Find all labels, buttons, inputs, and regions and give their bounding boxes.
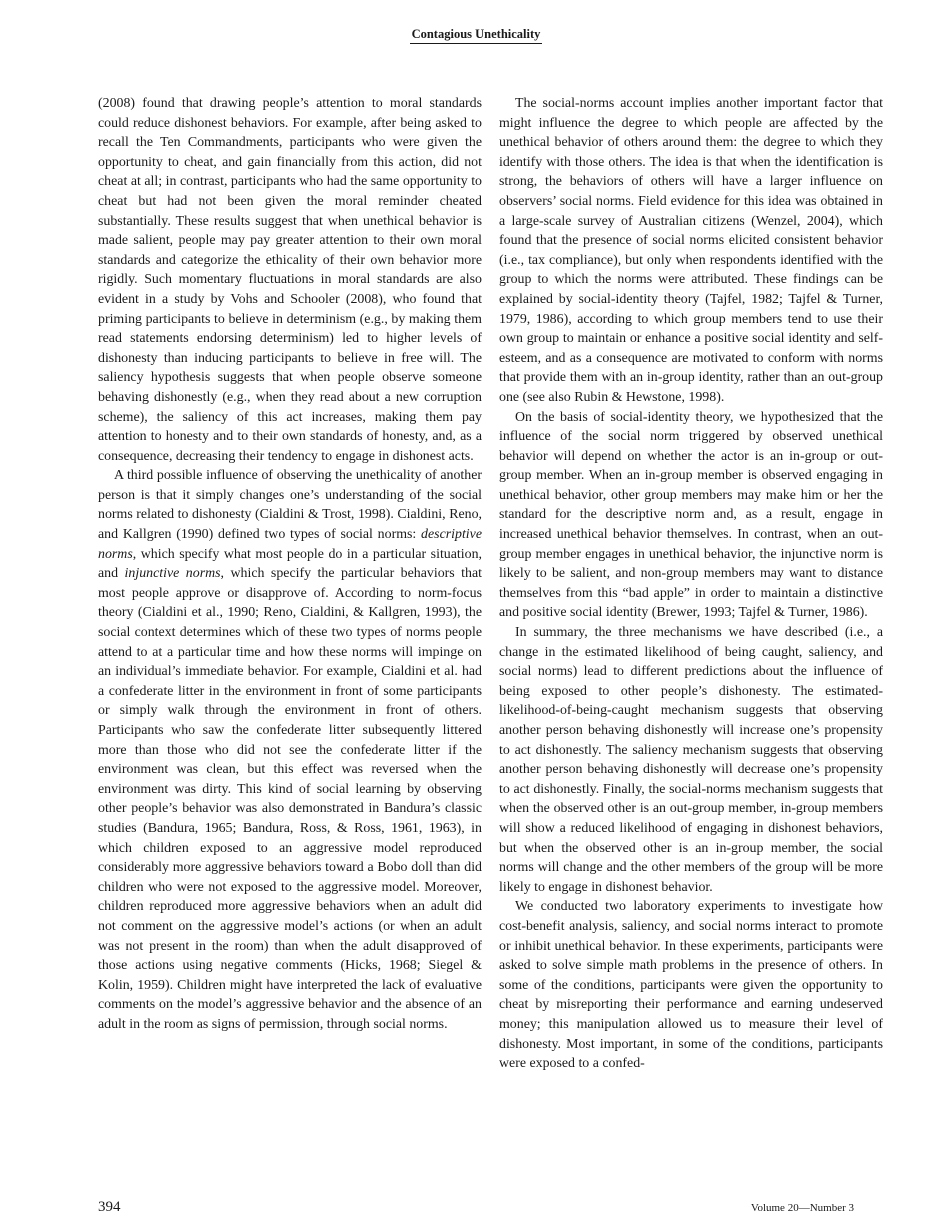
right-column: [499, 94, 883, 1074]
volume-issue: Volume 20—Number 3: [750, 1202, 854, 1214]
paragraph: [98, 466, 482, 1034]
page-number: 394: [98, 1199, 121, 1215]
running-head: [0, 27, 952, 44]
paragraph-text: , which specify what most people do in a particular situation, and: [98, 546, 482, 582]
paragraph: On the basis of social-identity theory, we hypothesized that the influence of the social norm triggered by observed unethical behavior will depend on whether the actor is an in-group or out-group member. When an in-group member is observed engaging in unethical behavior, other group members may make him or her the standard for the descriptive norm and, as a result, engage in increased unethical behavior themselves. In contrast, when an out-group member engages in unethical behavior, the injunctive norm is likely to be salient, and non-group members may want to distance themselves from this “bad apple” in order to maintain a distinctive and positive social identity (Brewer, 1993; Tajfel & Turner, 1986).: [499, 409, 883, 621]
paragraph-text: A third possible influence of observing the unethicality of another person is that it simply changes one’s understanding of the social norms related to dishonesty (Cialdini & Trost, 1998). Cialdini, Reno, and Kallgren (1990) defined two types of social norms:: [98, 468, 482, 543]
paragraph: (2008) found that drawing people’s attention to moral standards could reduce dishonest behaviors. For example, after being asked to recall the Ten Commandments, participants who were given the opportunity to cheat, and gain financially from this action, did not cheat at all; in contrast, participants who had the same opportunity to cheat but had not been given the moral reminder cheated substantially. These results suggest that when unethical behavior is made salient, people may pay greater attention to their own moral standards and categorize the ethicality of their own behavior more rigidly. Such momentary fluctuations in moral standards are also evident in a study by Vohs and Schooler (2008), who found that priming participants to believe in determinism (e.g., by making them read statements endorsing determinism) led to higher levels of dishonesty than inducing participants to believe in free will. The saliency hypothesis suggests that when people observe someone behaving dishonestly (e.g., when they read about a new corruption scheme), the saliency of this act increases, making them pay attention to honesty and to their own standards of honesty, and, as a consequence, decreasing their tendency to engage in dishonest acts.: [98, 96, 482, 464]
paragraph: We conducted two laboratory experiments to investigate how cost-benefit analysis, saliency, and social norms interact to promote or inhibit unethical behavior. In these experiments, participants were asked to solve simple math problems in the presence of others. In some of the conditions, participants were given the opportunity to cheat by misreporting their performance and earning undeserved money; this manipulation allowed us to measure their level of dishonesty. Most important, in some of the conditions, participants were exposed to a confed-: [499, 899, 883, 1072]
italic-term: descriptive norms: [98, 527, 482, 562]
left-column: [98, 94, 482, 1035]
italic-term: injunctive norms: [124, 566, 221, 582]
running-head-title: Contagious Unethicality: [410, 27, 543, 44]
paragraph: In summary, the three mechanisms we have described (i.e., a change in the estimated likelihood of being caught, saliency, and social norms) lead to different predictions about the influence of being exposed to other people’s dishonesty. The estimated-likelihood-of-being-caught mechanism suggests that observing another person behaving dishonestly will increase one’s propensity to act dishonestly. The saliency mechanism suggests that observing another person behaving dishonestly will decrease one’s propensity to act dishonestly. Finally, the social-norms mechanism suggests that when the observed other is an out-group member, in-group members will show a reduced likelihood of engaging in dishonest behaviors, but when the observed other is an in-group member, the social norms will change and the other members of the group will be more likely to engage in dishonest behavior.: [499, 625, 883, 895]
paragraph-text: , which specify the particular behaviors that most people approve or disapprove of. According to norm-focus theory (Cialdini et al., 1990; Reno, Cialdini, & Kallgren, 1993), the social context determines which of these two types of norms people attend to at a particular time and how these norms will impinge on an individual’s immediate behavior. For example, Cialdini et al. had a confederate litter in the environment in front of some participants or simply walk through the environment in front of others. Participants who saw the confederate litter subsequently littered more than those who did not see the confederate litter if the environment was clean, but this effect was reversed when the environment was dirty. This kind of social learning by observing other people’s behavior was also demonstrated in Bandura’s classic studies (Bandura, 1965; Bandura, Ross, & Ross, 1961, 1963), in which children exposed to an aggressive model reproduced considerably more aggressive behaviors toward a Bobo doll than did children who were not exposed to the aggressive model. Moreover, children reproduced more aggressive behaviors when an adult did not comment on the aggressive model’s actions (or when an adult was not present in the room) than when the adult disapproved of those actions using negative comments (Hicks, 1968; Siegel & Kolin, 1959). Children might have interpreted the lack of evaluative comments on the model’s aggressive behavior and the absence of an adult in the room as signs of permission, through social norms.: [98, 566, 483, 1032]
paragraph: The social-norms account implies another important factor that might influence the degree to which people are affected by the unethical behavior of others around them: the degree to which they identify with those others. The idea is that when the identification is strong, the behaviors of others will have a larger influence on observers’ social norms. Field evidence for this idea was obtained in a large-scale survey of Australian citizens (Wenzel, 2004), which found that the presence of social norms elicited consistent behavior (i.e., tax compliance), but only when respondents identified with the group to which the norms were attributed. These findings can be explained by social-identity theory (Tajfel, 1982; Tajfel & Turner, 1979, 1986), according to which group members tend to use their own group to maintain or enhance a positive social identity and self-esteem, and as a consequence are motivated to conform with norms that provide them with an in-group identity, rather than an out-group one (see also Rubin & Hewstone, 1998).: [499, 96, 883, 405]
